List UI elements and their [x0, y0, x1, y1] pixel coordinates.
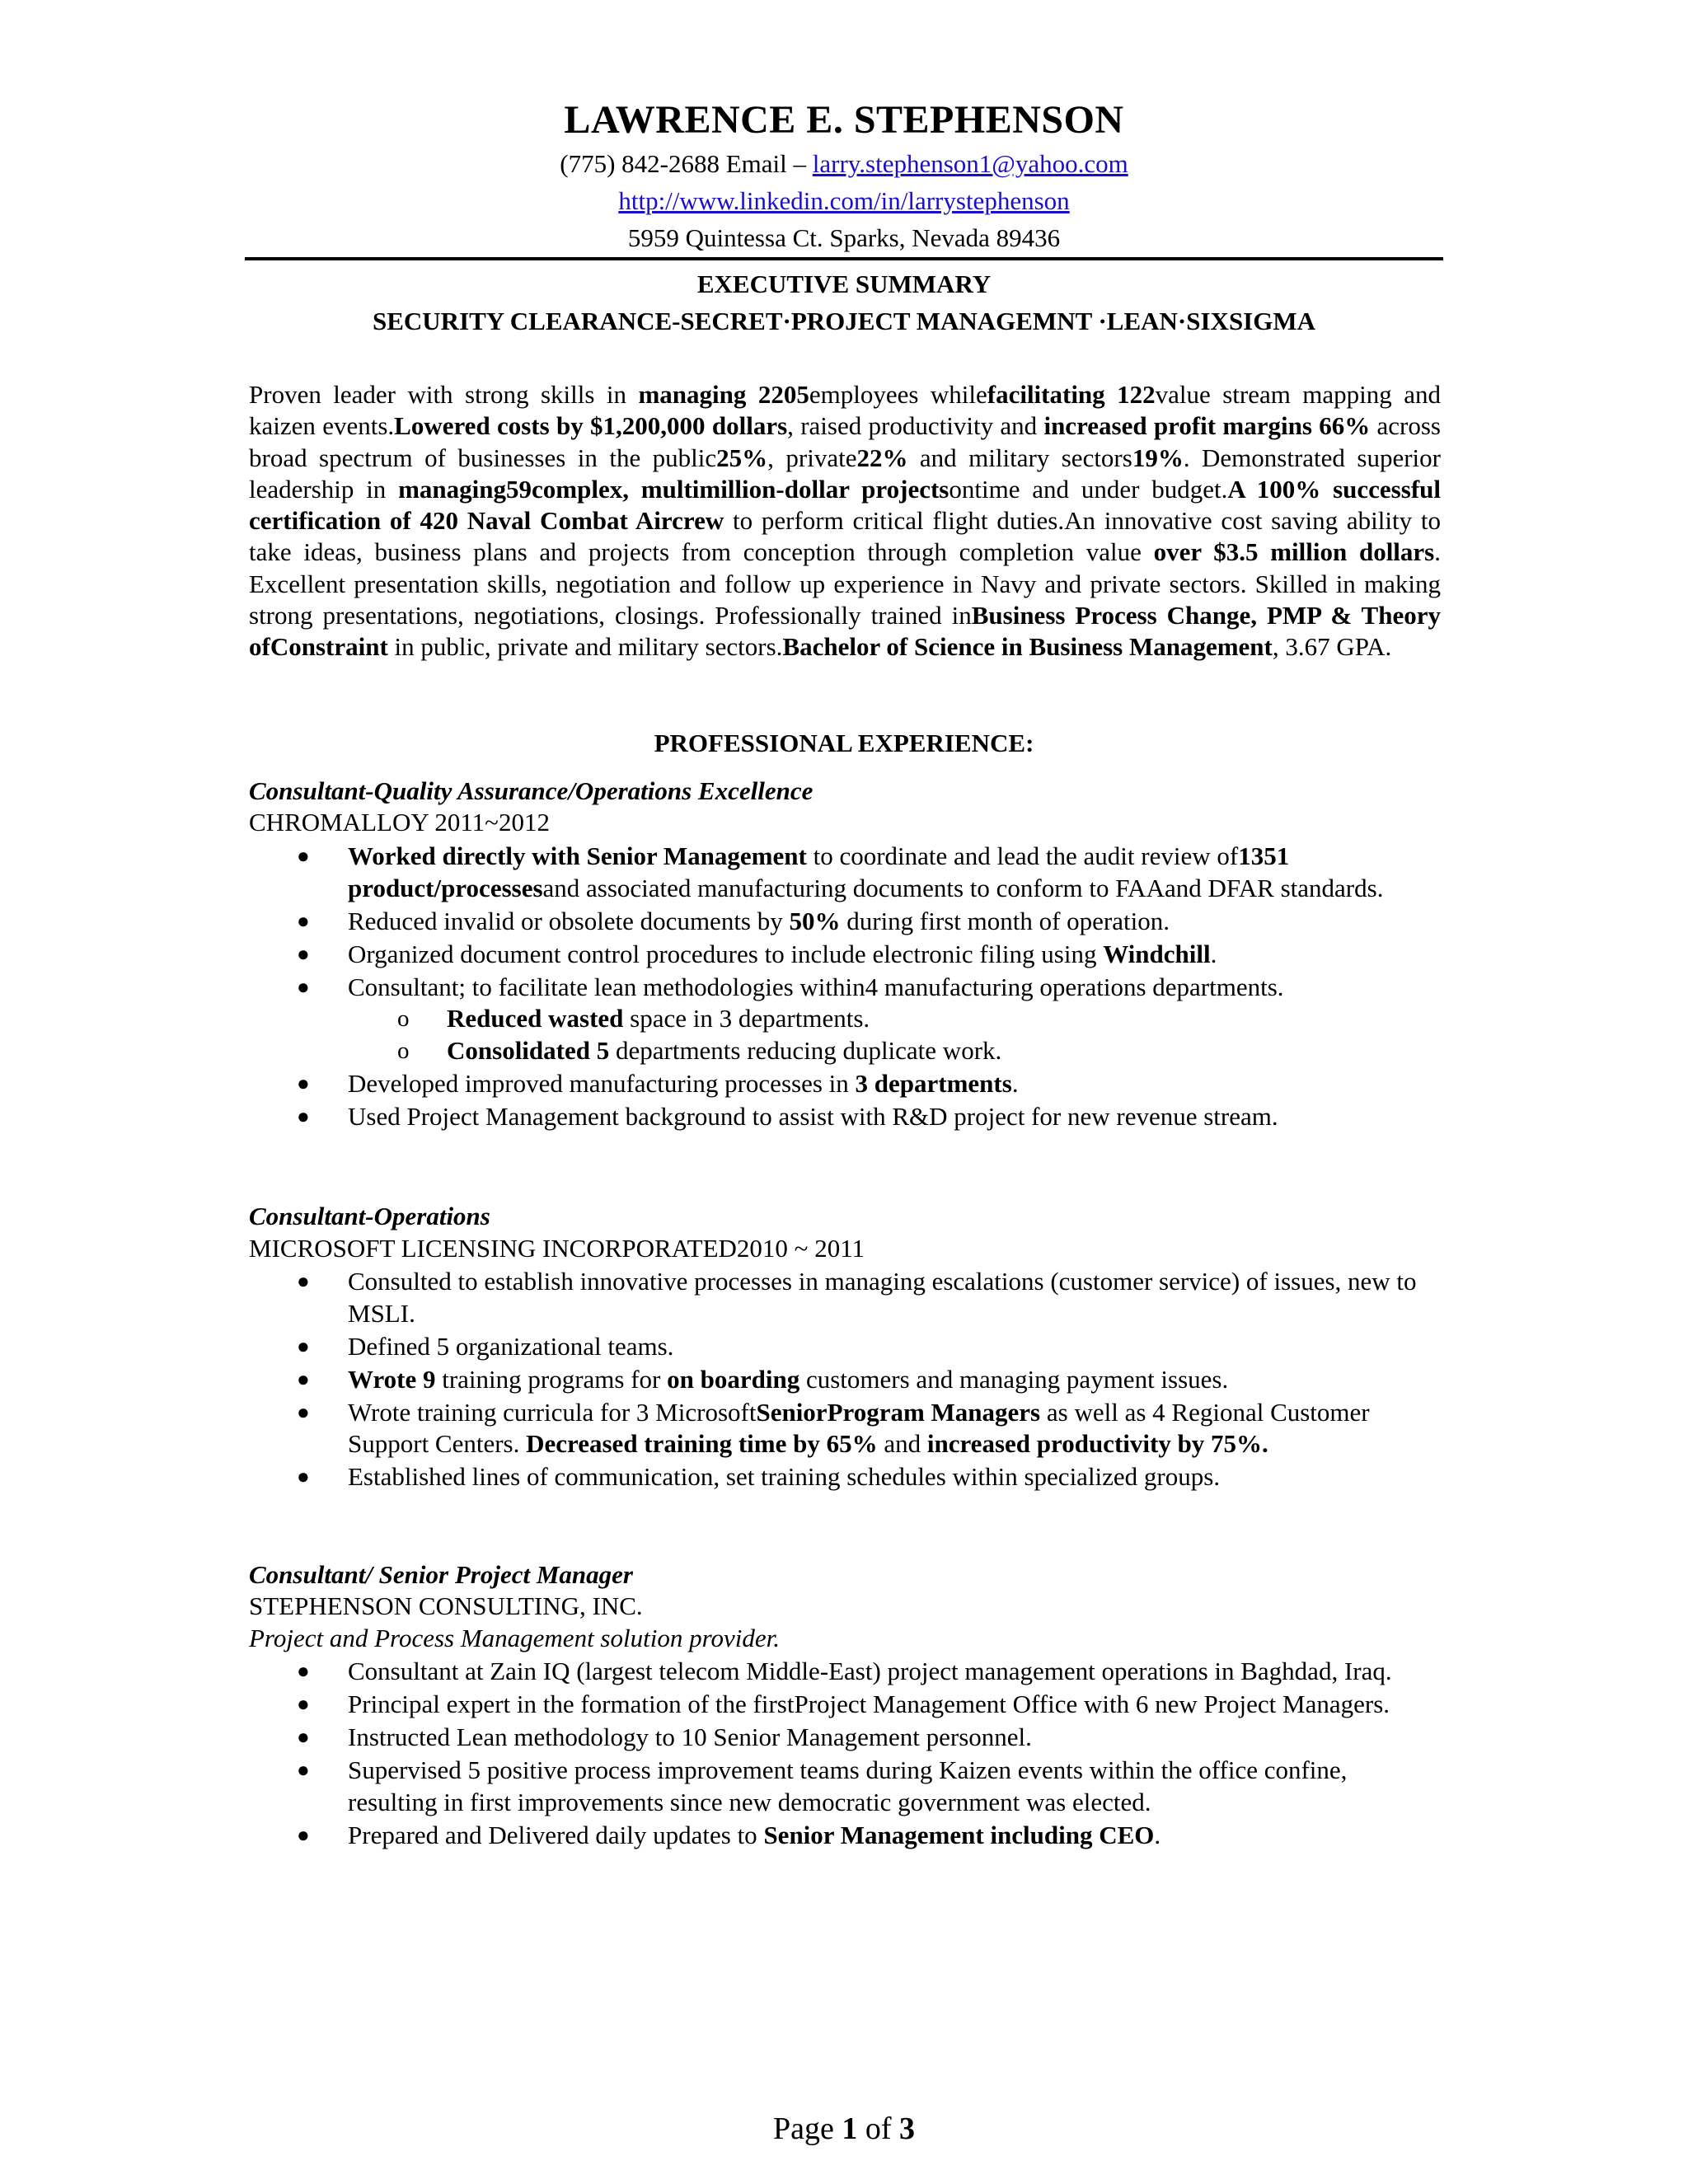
summary-text: ontime and under budget.	[949, 474, 1228, 504]
bullet-text: .	[1154, 1820, 1161, 1849]
bullet-text: Organized document control procedures to include electronic filing using	[348, 939, 1104, 968]
bullet-highlight: increased productivity by 75%.	[926, 1429, 1268, 1458]
list-item	[249, 906, 1441, 938]
bullet-text: Developed improved manufacturing processes in	[348, 1068, 856, 1098]
list-item	[249, 1722, 1441, 1754]
job-bullets	[249, 841, 1441, 1134]
summary-highlight: 19%	[1132, 443, 1184, 472]
bullet-icon: ●	[297, 1659, 310, 1683]
bullet-text: Defined 5 organizational teams.	[348, 1331, 674, 1361]
bullet-text: Reduced invalid or obsolete documents by	[348, 906, 790, 935]
company-name: STEPHENSON CONSULTING, INC.	[249, 1591, 643, 1620]
bullet-highlight: Senior Management including CEO	[763, 1820, 1155, 1849]
bullet-highlight: Decreased training time by 65%	[526, 1429, 878, 1458]
summary-text: value stream mapping and kaizen events.	[249, 380, 1442, 441]
bullet-icon: ●	[297, 974, 310, 999]
bullet-text: during first month of operation.	[840, 906, 1170, 935]
bullet-text: Prepared and Delivered daily updates to	[348, 1820, 764, 1849]
bullet-text: Principal expert in the formation of the firstProject Management Office with 6 new Project Managers.	[348, 1690, 1390, 1718]
summary-highlight: over $3.5 million dollars	[1153, 537, 1435, 567]
page-number	[0, 2111, 1688, 2147]
header-divider	[245, 257, 1443, 260]
bullet-text: training programs for	[435, 1364, 668, 1394]
job-bullets	[249, 1266, 1441, 1494]
bullet-icon: ●	[297, 1465, 310, 1488]
bullet-highlight: Worked directly with Senior Management	[348, 841, 807, 870]
list-item	[249, 972, 1441, 1067]
bullet-text: customers and managing payment issues.	[799, 1364, 1229, 1394]
bullet-text: .	[1210, 939, 1217, 968]
summary-paragraph	[249, 379, 1441, 663]
bullet-text: to coordinate and lead the audit review of	[806, 841, 1239, 870]
summary-text: employees while	[809, 380, 987, 409]
summary-text: , private	[767, 443, 857, 472]
bullet-icon: ●	[297, 1758, 310, 1782]
sub-bullets	[348, 1003, 1441, 1066]
summary-highlight: managing59complex, multimillion-dollar projects	[398, 474, 950, 504]
list-item	[249, 1656, 1441, 1688]
current-page: 1	[842, 2111, 858, 2146]
summary-text: and military sectors	[907, 443, 1132, 472]
bullet-text: Consultant; to facilitate lean methodologies within4 manufacturing operations departments.	[348, 972, 1284, 1001]
bullet-text: Instructed Lean methodology to 10 Senior Management personnel.	[348, 1722, 1032, 1751]
bullet-text: departments reducing duplicate work.	[609, 1035, 1002, 1065]
bullet-icon: ●	[297, 1333, 310, 1358]
bullet-icon: ●	[297, 1071, 310, 1095]
list-item	[249, 1364, 1441, 1396]
summary-highlight: Lowered costs by $1,200,000 dollars	[394, 411, 788, 441]
bullet-icon: ●	[297, 1104, 310, 1128]
list-item	[249, 1331, 1441, 1363]
bullet-text: Consultant at Zain IQ (largest telecom Middle-East) project management operations in Baghdad, Iraq.	[348, 1657, 1392, 1685]
list-item	[249, 841, 1441, 904]
list-item	[249, 1101, 1441, 1133]
bullet-text: as well as 4 Regional Customer Support Centers.	[348, 1397, 1370, 1458]
job-title: Consultant-Operations	[249, 1202, 490, 1230]
hollow-bullet-icon: o	[397, 1037, 410, 1064]
list-item	[249, 1755, 1441, 1818]
company-name: MICROSOFT LICENSING INCORPORATED2010 ~ 2011	[249, 1234, 865, 1263]
page-label: Page	[772, 2111, 842, 2146]
summary-highlight: increased profit margins 66%	[1043, 411, 1371, 441]
sub-list-item	[348, 1003, 1441, 1035]
summary-highlight: A 100% successful certification of 420 Naval Combat Aircrew	[249, 474, 1441, 536]
linkedin-line	[0, 186, 1688, 216]
job-title: Consultant/ Senior Project Manager	[249, 1560, 633, 1589]
bullet-icon: ●	[297, 1822, 310, 1847]
summary-highlight: Business Process Change, PMP & Theory ofConstraint	[249, 601, 1441, 662]
phone-email-label: (775) 842-2688 Email –	[560, 149, 813, 178]
job-title: Consultant-Quality Assurance/Operations Excellence	[249, 776, 814, 805]
bullet-highlight: 3 departments	[855, 1068, 1012, 1098]
bullet-text: and associated manufacturing documents to conform to FAAand DFAR standards.	[542, 873, 1384, 902]
hollow-bullet-icon: o	[397, 1005, 410, 1032]
summary-text: , 3.67 GPA.	[1272, 632, 1392, 662]
bullet-text: and	[877, 1429, 927, 1458]
bullet-icon: ●	[297, 1399, 310, 1424]
list-item	[249, 939, 1441, 971]
bullet-text: space in 3 departments.	[623, 1004, 870, 1033]
bullet-icon: ●	[297, 844, 310, 868]
bullet-highlight: Reduced wasted	[447, 1004, 624, 1033]
sub-list-item	[348, 1035, 1441, 1067]
summary-subheading: SECURITY CLEARANCE-SECRET·PROJECT MANAGEMNT ·LEAN·SIXSIGMA	[372, 307, 1316, 335]
bullet-highlight: Consolidated 5	[447, 1035, 610, 1065]
list-item	[249, 1266, 1441, 1329]
summary-highlight: 22%	[856, 443, 908, 472]
bullet-text: Consulted to establish innovative processes in managing escalations (customer service) of issues, new to MSLI.	[348, 1267, 1417, 1328]
contact-line	[0, 149, 1688, 179]
summary-highlight: managing 2205	[638, 380, 809, 409]
summary-text: to perform critical flight duties.An innovative cost saving ability to take ideas, business plans and projects from conception through completion value	[249, 506, 1441, 567]
linkedin-link[interactable]: http://www.linkedin.com/in/larrystephenson	[618, 186, 1070, 215]
summary-highlight: Bachelor of Science in Business Management	[782, 632, 1273, 662]
summary-highlight: 25%	[716, 443, 768, 472]
bullet-text: .	[1011, 1068, 1019, 1098]
professional-experience-heading: PROFESSIONAL EXPERIENCE:	[654, 729, 1034, 757]
total-pages: 3	[899, 2111, 916, 2146]
company-tagline: Project and Process Management solution provider.	[249, 1624, 781, 1652]
summary-text: . Demonstrated superior leadership in	[249, 443, 1441, 504]
list-item	[249, 1461, 1441, 1493]
address: 5959 Quintessa Ct. Sparks, Nevada 89436	[627, 223, 1061, 252]
summary-highlight: facilitating 122	[987, 380, 1156, 409]
list-item	[249, 1068, 1441, 1100]
summary-text: , raised productivity and	[787, 411, 1044, 441]
bullet-icon: ●	[297, 1725, 310, 1749]
bullet-highlight: Wrote 9	[348, 1364, 436, 1394]
summary-text: Proven leader with strong skills in	[249, 380, 639, 409]
summary-text: . Excellent presentation skills, negotiation and follow up experience in Navy and private sectors. Skilled in making strong presentations, negotiations, closings. Professionally trained in	[249, 537, 1441, 630]
list-item	[249, 1820, 1441, 1852]
bullet-highlight: SeniorProgram Managers	[756, 1397, 1041, 1427]
executive-summary-heading: EXECUTIVE SUMMARY	[696, 269, 992, 298]
bullet-highlight: 1351 product/processes	[348, 841, 1290, 902]
summary-text: across broad spectrum of businesses in the public	[249, 411, 1441, 472]
list-item	[249, 1689, 1441, 1721]
bullet-icon: ●	[297, 1366, 310, 1391]
bullet-highlight: on boarding	[667, 1364, 800, 1394]
bullet-highlight: Windchill	[1103, 939, 1211, 968]
bullet-text: Wrote training curricula for 3 Microsoft	[348, 1397, 757, 1427]
bullet-icon: ●	[297, 908, 310, 933]
bullet-text: Used Project Management background to assist with R&D project for new revenue stream.	[348, 1101, 1278, 1131]
bullet-icon: ●	[297, 1692, 310, 1716]
bullet-text: Established lines of communication, set training schedules within specialized groups.	[348, 1462, 1221, 1491]
bullet-text: Supervised 5 positive process improvement teams during Kaizen events within the office confine, resulting in first improvements since new democratic government was elected.	[348, 1755, 1348, 1816]
candidate-name: LAWRENCE E. STEPHENSON	[564, 98, 1124, 142]
email-link[interactable]: larry.stephenson1@yahoo.com	[812, 149, 1128, 178]
bullet-icon: ●	[297, 941, 310, 966]
page-of-label: of	[857, 2111, 900, 2146]
summary-text: in public, private and military sectors.	[387, 632, 783, 662]
bullet-icon: ●	[297, 1269, 310, 1293]
list-item	[249, 1397, 1441, 1460]
company-name: CHROMALLOY 2011~2012	[249, 808, 550, 837]
job-bullets	[249, 1656, 1441, 1853]
bullet-highlight: 50%	[789, 906, 841, 935]
